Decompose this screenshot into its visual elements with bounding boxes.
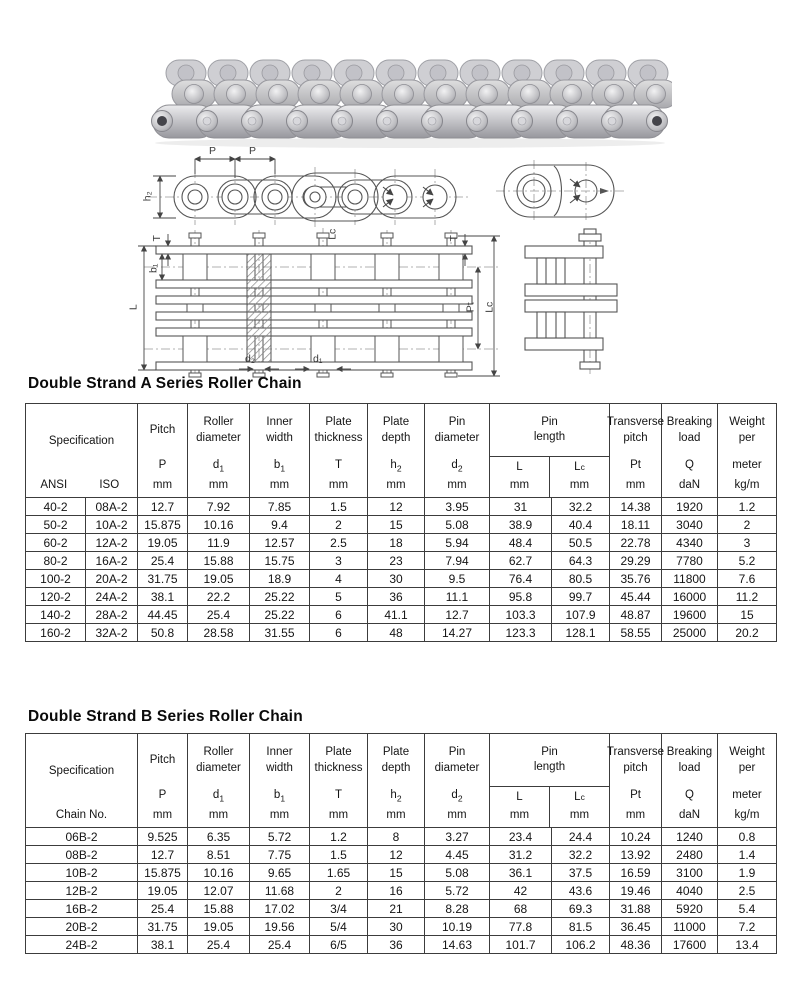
table-cell: 31.75 — [138, 918, 188, 936]
table-cell: 5.72 — [425, 882, 490, 900]
table-cell: 11800 — [662, 570, 718, 588]
spec-label: Specification — [48, 764, 115, 777]
table-cell: 1.2 — [718, 498, 777, 516]
table-cell: 15.88 — [188, 900, 250, 918]
table-row — [26, 552, 777, 570]
table-cell: 62.7 — [490, 552, 552, 570]
table-cell: 2 — [310, 882, 368, 900]
table-cell: 08B-2 — [26, 846, 138, 864]
dim-label-h2: h₂ — [141, 191, 154, 202]
table-cell: 25.4 — [138, 552, 188, 570]
spec-sub-label: ANSI — [40, 479, 68, 491]
table-cell: 31 — [490, 498, 552, 516]
table-cell: 42 — [490, 882, 552, 900]
column-header: Pin diameter $d_2$ mm — [425, 734, 490, 828]
table-cell: 10.16 — [188, 864, 250, 882]
table-cell: 13.4 — [718, 936, 777, 954]
column-header: Inner width $b_1$ mm — [250, 734, 310, 828]
spec-header — [26, 404, 138, 498]
table-cell: 16.59 — [610, 864, 662, 882]
table-row — [26, 534, 777, 552]
table-cell: 06B-2 — [26, 828, 138, 846]
table-cell: 1240 — [662, 828, 718, 846]
table-cell: 10.24 — [610, 828, 662, 846]
column-header: Weight per meter kg/m — [718, 734, 777, 828]
table-cell: 80-2 — [26, 552, 86, 570]
table-cell: 17600 — [662, 936, 718, 954]
table-cell: 12.7 — [425, 606, 490, 624]
table-cell: 60-2 — [26, 534, 86, 552]
table-cell: 15 — [368, 516, 425, 534]
table-cell: 12A-2 — [86, 534, 138, 552]
table-cell: 7780 — [662, 552, 718, 570]
table-cell: 3 — [310, 552, 368, 570]
table-cell: 12 — [368, 846, 425, 864]
table-cell: 7.92 — [188, 498, 250, 516]
table-cell: 15.88 — [188, 552, 250, 570]
table-cell: 48.36 — [610, 936, 662, 954]
table-cell: 3.27 — [425, 828, 490, 846]
table-row — [26, 828, 777, 846]
table-cell: 32.2 — [552, 498, 610, 516]
table-cell: 19.05 — [188, 570, 250, 588]
table-cell: 81.5 — [552, 918, 610, 936]
table-cell: 16 — [368, 882, 425, 900]
table-cell: 50.5 — [552, 534, 610, 552]
table-cell: 31.55 — [250, 624, 310, 642]
table-cell: 80.5 — [552, 570, 610, 588]
table-cell: 11.68 — [250, 882, 310, 900]
column-header: Pin diameter $d_2$ mm — [425, 404, 490, 498]
table-cell: 7.94 — [425, 552, 490, 570]
table-cell: 37.5 — [552, 864, 610, 882]
table-cell: 5.4 — [718, 900, 777, 918]
table-cell: 2 — [310, 516, 368, 534]
table-cell: 19.05 — [188, 918, 250, 936]
table-cell: 29.29 — [610, 552, 662, 570]
pin-length-header: Pin length L mm L c mm — [490, 734, 610, 828]
column-header: Breaking load Q daN — [662, 404, 718, 498]
table-cell: 4 — [310, 570, 368, 588]
table-cell: 13.92 — [610, 846, 662, 864]
table-cell: 43.6 — [552, 882, 610, 900]
plan-view-drawing — [128, 226, 508, 378]
table-cell: 9.525 — [138, 828, 188, 846]
table-cell: 1.5 — [310, 846, 368, 864]
table-cell: 123.3 — [490, 624, 552, 642]
column-header: Plate thickness T mm — [310, 734, 368, 828]
table-cell: 140-2 — [26, 606, 86, 624]
table-cell: 103.3 — [490, 606, 552, 624]
table-cell: 32.2 — [552, 846, 610, 864]
table-cell: 30 — [368, 570, 425, 588]
spec-sub-label: ISO — [99, 479, 120, 491]
table-cell: 14.63 — [425, 936, 490, 954]
table-cell: 3100 — [662, 864, 718, 882]
table-cell: 19.05 — [138, 882, 188, 900]
connecting-link-drawing — [513, 228, 620, 376]
table-cell: 31.88 — [610, 900, 662, 918]
table-cell: 12 — [368, 498, 425, 516]
table-cell: 38.1 — [138, 936, 188, 954]
table-a-title: Double Strand A Series Roller Chain — [28, 375, 302, 392]
table-cell: 5.08 — [425, 516, 490, 534]
table-cell: 100-2 — [26, 570, 86, 588]
table-cell: 25000 — [662, 624, 718, 642]
column-header: Transverse pitch Pt mm — [610, 734, 662, 828]
table-cell: 2.5 — [718, 882, 777, 900]
table-cell: 25.22 — [250, 588, 310, 606]
table-cell: 1.65 — [310, 864, 368, 882]
table-cell: 3040 — [662, 516, 718, 534]
table-cell: 5920 — [662, 900, 718, 918]
table-cell: 14.27 — [425, 624, 490, 642]
table-cell: 31.75 — [138, 570, 188, 588]
column-header: Inner width $b_1$ mm — [250, 404, 310, 498]
column-header: Plate thickness T mm — [310, 404, 368, 498]
table-cell: 4340 — [662, 534, 718, 552]
table-cell: 23 — [368, 552, 425, 570]
table-cell: 9.5 — [425, 570, 490, 588]
table-cell: 11000 — [662, 918, 718, 936]
table-cell: 106.2 — [552, 936, 610, 954]
table-cell: 7.75 — [250, 846, 310, 864]
dim-label-Pt: Pt — [464, 302, 477, 313]
table-cell: 14.38 — [610, 498, 662, 516]
table-cell: 8 — [368, 828, 425, 846]
table-cell: 10.19 — [425, 918, 490, 936]
table-cell: 10A-2 — [86, 516, 138, 534]
table-cell: 5/4 — [310, 918, 368, 936]
table-cell: 50-2 — [26, 516, 86, 534]
table-cell: 19.05 — [138, 534, 188, 552]
table-cell: 2.5 — [310, 534, 368, 552]
table-cell: 12.7 — [138, 846, 188, 864]
table-cell: 30 — [368, 918, 425, 936]
table-cell: 12.7 — [138, 498, 188, 516]
column-header: Plate depth $h_2$ mm — [368, 734, 425, 828]
table-cell: 15 — [368, 864, 425, 882]
table-row — [26, 570, 777, 588]
column-header: Roller diameter $d_1$ mm — [188, 734, 250, 828]
table-cell: 38.9 — [490, 516, 552, 534]
table-cell: 7.85 — [250, 498, 310, 516]
table-cell: 107.9 — [552, 606, 610, 624]
table-cell: 24B-2 — [26, 936, 138, 954]
table-cell: 101.7 — [490, 936, 552, 954]
table-cell: 5.08 — [425, 864, 490, 882]
table-cell: 8.28 — [425, 900, 490, 918]
table-row — [26, 846, 777, 864]
table-cell: 44.45 — [138, 606, 188, 624]
table-cell: 160-2 — [26, 624, 86, 642]
column-header: Breaking load Q daN — [662, 734, 718, 828]
table-cell: 8.51 — [188, 846, 250, 864]
table-cell: 9.4 — [250, 516, 310, 534]
table-cell: 10.16 — [188, 516, 250, 534]
table-row — [26, 900, 777, 918]
table-cell: 25.4 — [138, 900, 188, 918]
table-cell: 128.1 — [552, 624, 610, 642]
table-cell: 2 — [718, 516, 777, 534]
table-cell: 48 — [368, 624, 425, 642]
table-cell: 12B-2 — [26, 882, 138, 900]
table-cell: 5.94 — [425, 534, 490, 552]
table-cell: 19.56 — [250, 918, 310, 936]
table-cell: 18 — [368, 534, 425, 552]
table-cell: 58.55 — [610, 624, 662, 642]
table-cell: 15.875 — [138, 864, 188, 882]
table-cell: 24A-2 — [86, 588, 138, 606]
table-cell: 3.95 — [425, 498, 490, 516]
table-cell: 6 — [310, 624, 368, 642]
table-cell: 3 — [718, 534, 777, 552]
table-cell: 4040 — [662, 882, 718, 900]
column-header: Weight per meter kg/m — [718, 404, 777, 498]
b-series-table — [25, 733, 777, 954]
table-cell: 36 — [368, 588, 425, 606]
table-cell: 6.35 — [188, 828, 250, 846]
table-cell: 68 — [490, 900, 552, 918]
table-cell: 22.2 — [188, 588, 250, 606]
table-cell: 36.1 — [490, 864, 552, 882]
table-cell: 19.46 — [610, 882, 662, 900]
table-cell: 76.4 — [490, 570, 552, 588]
table-row — [26, 516, 777, 534]
table-cell: 15 — [718, 606, 777, 624]
table-cell: 18.9 — [250, 570, 310, 588]
table-cell: 6/5 — [310, 936, 368, 954]
table-cell: 5.72 — [250, 828, 310, 846]
table-cell: 7.2 — [718, 918, 777, 936]
dim-label-b1: b₁ — [147, 263, 160, 273]
table-cell: 28.58 — [188, 624, 250, 642]
table-cell: 20A-2 — [86, 570, 138, 588]
table-cell: 18.11 — [610, 516, 662, 534]
table-row — [26, 588, 777, 606]
chain-photo — [148, 52, 672, 150]
table-cell: 0.8 — [718, 828, 777, 846]
table-cell: 48.87 — [610, 606, 662, 624]
table-row — [26, 498, 777, 516]
header-row — [26, 734, 777, 828]
dim-label-d2: d₂ — [245, 353, 255, 365]
table-cell: 45.44 — [610, 588, 662, 606]
table-row — [26, 606, 777, 624]
dim-label-T-left: T — [150, 235, 163, 242]
spec-sub-label: Chain No. — [55, 809, 108, 821]
table-cell: 36.45 — [610, 918, 662, 936]
table-cell: 20B-2 — [26, 918, 138, 936]
table-cell: 77.8 — [490, 918, 552, 936]
table-cell: 15.875 — [138, 516, 188, 534]
table-cell: 36 — [368, 936, 425, 954]
table-cell: 40.4 — [552, 516, 610, 534]
table-cell: 50.8 — [138, 624, 188, 642]
table-cell: 1.2 — [310, 828, 368, 846]
table-cell: 95.8 — [490, 588, 552, 606]
table-cell: 99.7 — [552, 588, 610, 606]
table-cell: 5.2 — [718, 552, 777, 570]
table-cell: 20.2 — [718, 624, 777, 642]
table-cell: 25.4 — [188, 936, 250, 954]
table-cell: 1920 — [662, 498, 718, 516]
table-cell: 16A-2 — [86, 552, 138, 570]
table-cell: 5 — [310, 588, 368, 606]
table-cell: 41.1 — [368, 606, 425, 624]
dim-label-T-right: T — [447, 235, 460, 242]
dim-label-Lc-top: Lc — [326, 228, 339, 240]
header-row — [26, 404, 777, 498]
table-cell: 16B-2 — [26, 900, 138, 918]
table-cell: 08A-2 — [86, 498, 138, 516]
table-b-title: Double Strand B Series Roller Chain — [28, 708, 303, 725]
table-cell: 4.45 — [425, 846, 490, 864]
table-cell: 64.3 — [552, 552, 610, 570]
table-cell: 11.9 — [188, 534, 250, 552]
table-cell: 48.4 — [490, 534, 552, 552]
link-plate-drawing — [490, 152, 630, 228]
table-cell: 35.76 — [610, 570, 662, 588]
table-row — [26, 936, 777, 954]
a-series-table — [25, 403, 777, 642]
column-header: Pitch P mm — [138, 734, 188, 828]
spec-header — [26, 734, 138, 828]
table-cell: 23.4 — [490, 828, 552, 846]
table-cell: 31.2 — [490, 846, 552, 864]
table-row — [26, 918, 777, 936]
table-cell: 19600 — [662, 606, 718, 624]
table-cell: 25.22 — [250, 606, 310, 624]
table-cell: 2480 — [662, 846, 718, 864]
dim-label-L: L — [127, 304, 140, 311]
table-row — [26, 624, 777, 642]
column-header: Roller diameter $d_1$ mm — [188, 404, 250, 498]
table-cell: 16000 — [662, 588, 718, 606]
table-cell: 3/4 — [310, 900, 368, 918]
table-cell: 6 — [310, 606, 368, 624]
dim-label-d1: d₁ — [313, 353, 323, 365]
table-row — [26, 864, 777, 882]
column-header: Plate depth $h_2$ mm — [368, 404, 425, 498]
table-cell: 28A-2 — [86, 606, 138, 624]
table-cell: 7.6 — [718, 570, 777, 588]
table-cell: 11.1 — [425, 588, 490, 606]
table-cell: 15.75 — [250, 552, 310, 570]
table-cell: 21 — [368, 900, 425, 918]
table-cell: 120-2 — [26, 588, 86, 606]
table-cell: 1.4 — [718, 846, 777, 864]
table-cell: 12.07 — [188, 882, 250, 900]
spec-label: Specification — [48, 434, 115, 447]
side-view-drawing — [140, 145, 512, 235]
table-cell: 1.9 — [718, 864, 777, 882]
pin-length-header: Pin length L mm L c mm — [490, 404, 610, 498]
table-cell: 69.3 — [552, 900, 610, 918]
column-header: Transverse pitch Pt mm — [610, 404, 662, 498]
table-cell: 1.5 — [310, 498, 368, 516]
dim-label-pitch-1: P — [209, 145, 217, 157]
table-cell: 25.4 — [250, 936, 310, 954]
table-cell: 38.1 — [138, 588, 188, 606]
table-cell: 40-2 — [26, 498, 86, 516]
table-cell: 10B-2 — [26, 864, 138, 882]
table-row — [26, 882, 777, 900]
dim-label-Lc-right: Lc — [483, 301, 496, 313]
table-cell: 32A-2 — [86, 624, 138, 642]
table-cell: 25.4 — [188, 606, 250, 624]
column-header: Pitch P mm — [138, 404, 188, 498]
table-cell: 9.65 — [250, 864, 310, 882]
table-cell: 12.57 — [250, 534, 310, 552]
table-cell: 24.4 — [552, 828, 610, 846]
table-cell: 17.02 — [250, 900, 310, 918]
dim-label-pitch-2: P — [249, 145, 257, 157]
table-cell: 22.78 — [610, 534, 662, 552]
table-cell: 11.2 — [718, 588, 777, 606]
